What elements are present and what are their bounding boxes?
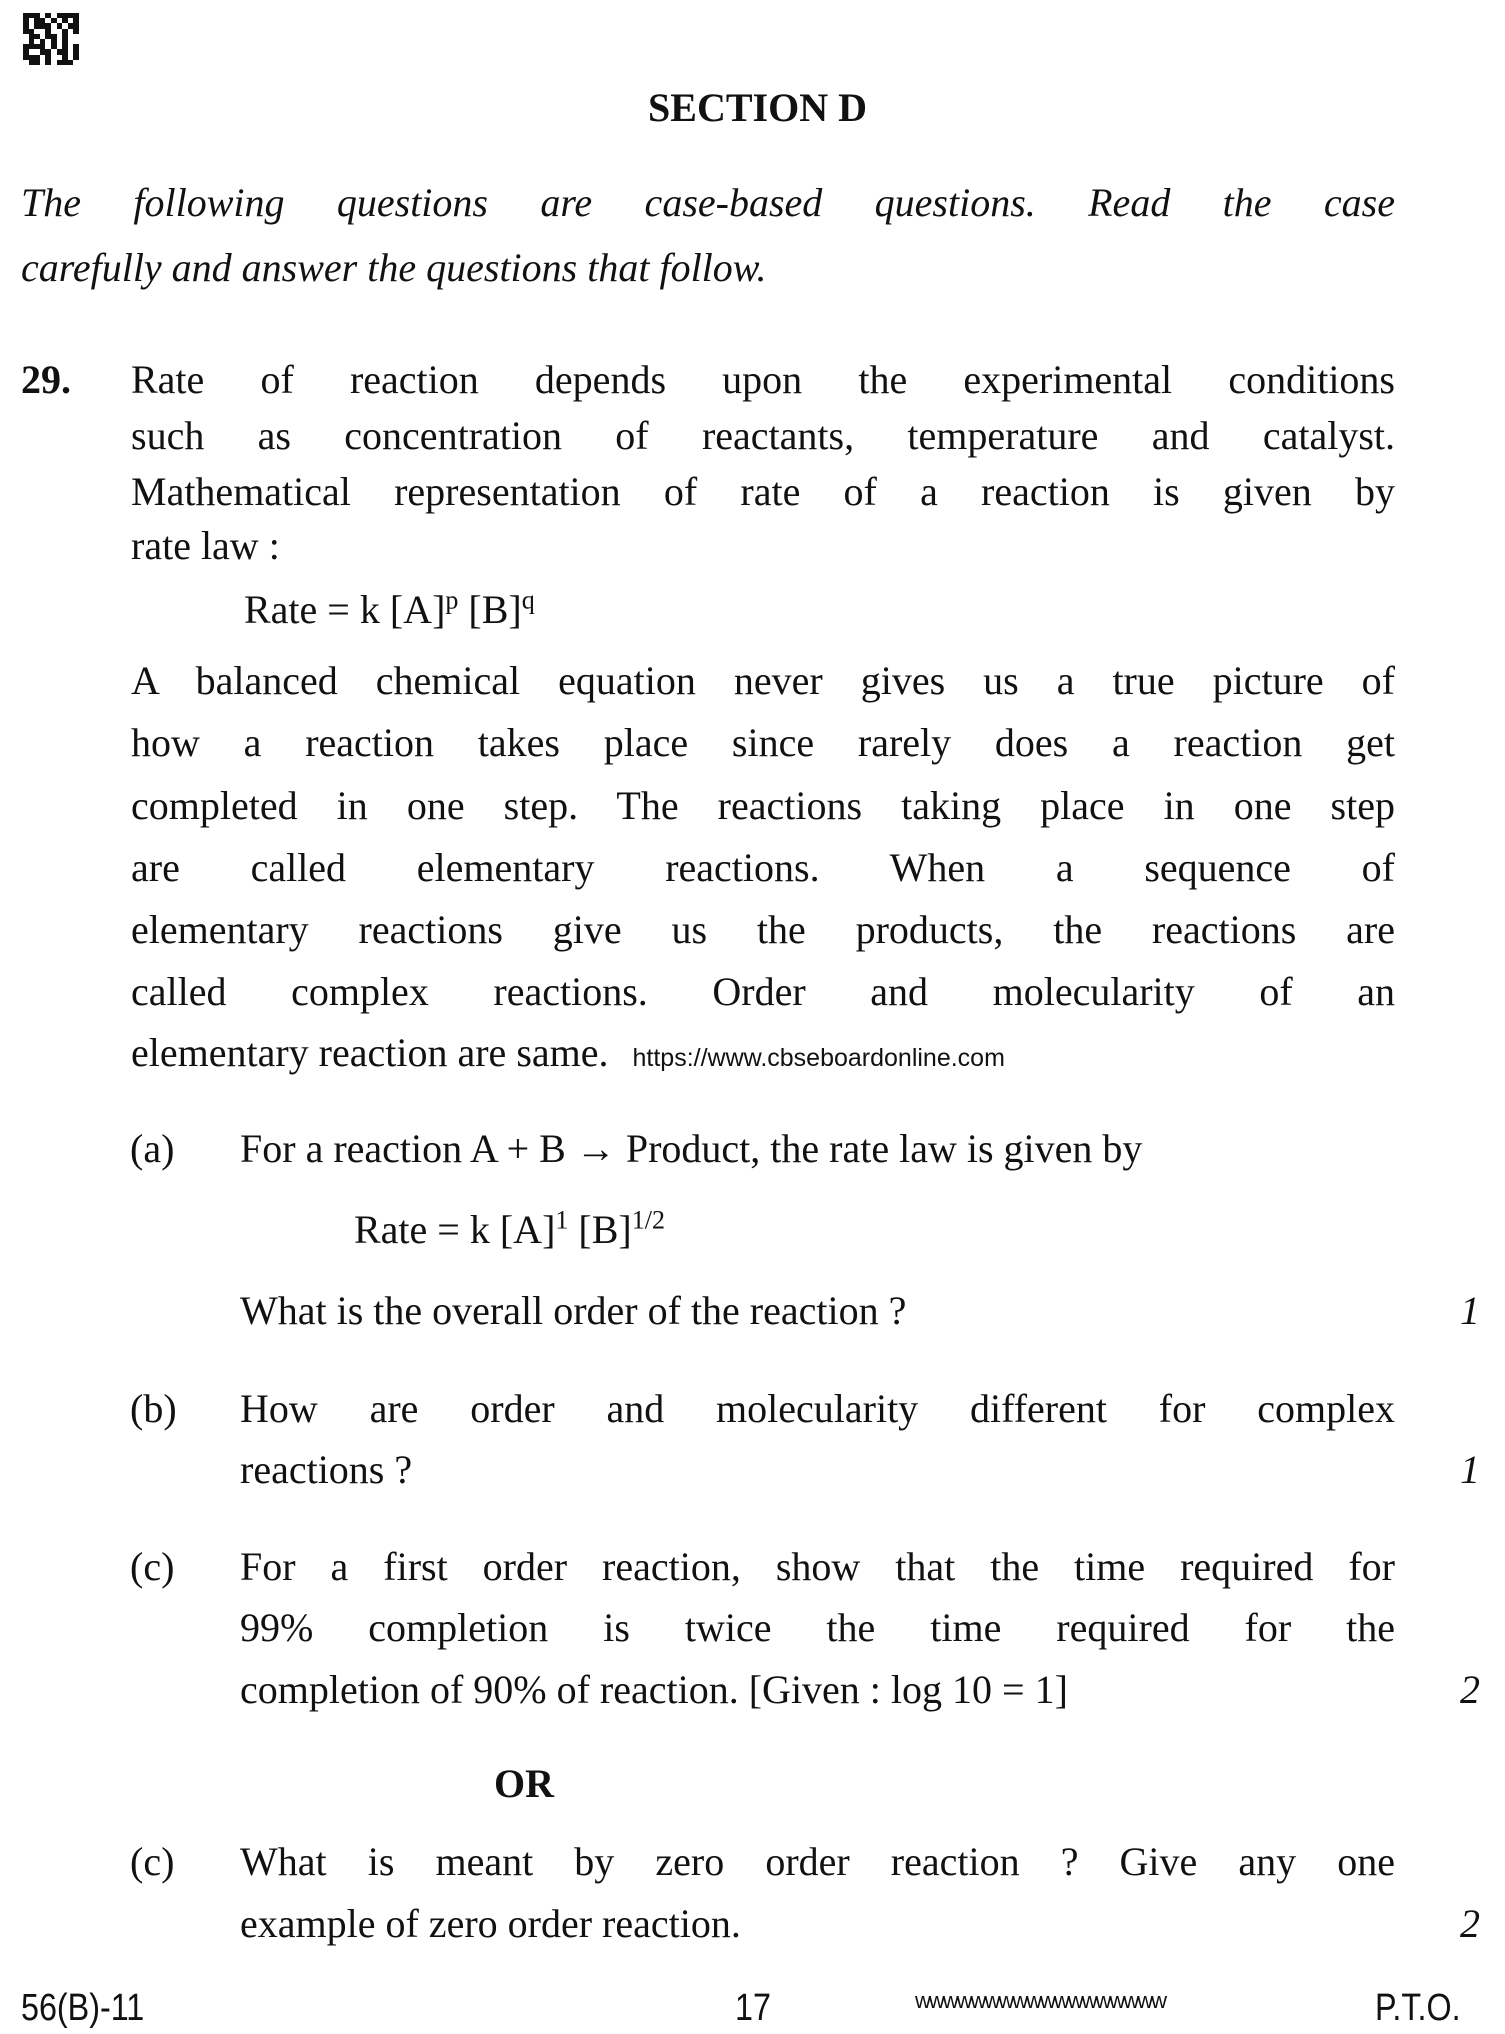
paragraph-line: are called elementary reactions. When a sequence of	[131, 845, 1395, 890]
watermark-url: https://www.cbseboardonline.com	[632, 1044, 1005, 1072]
or-divider: OR	[494, 1761, 554, 1806]
pto-label: P.T.O.	[1375, 1987, 1461, 2029]
part-c-text: completion of 90% of reaction. [Given : log 10 = 1]	[240, 1667, 1068, 1712]
part-b-text: How are order and molecularity different for complex	[240, 1386, 1395, 1431]
paragraph-line: elementary reactions give us the products, the reactions are	[131, 907, 1395, 952]
paragraph-line: called complex reactions. Order and molecularity of an	[131, 969, 1395, 1014]
marks: 2	[1460, 1901, 1480, 1946]
part-label: (c)	[130, 1839, 175, 1884]
marks: 1	[1460, 1447, 1480, 1492]
question-text-line: Mathematical representation of rate of a reaction is given by	[131, 469, 1395, 514]
intro-line: carefully and answer the questions that follow.	[21, 245, 767, 290]
part-label: (b)	[130, 1386, 177, 1431]
paragraph-line: elementary reaction are same. https://www.cbseboardonline.com	[131, 1030, 1005, 1075]
part-a-question: What is the overall order of the reaction ?	[240, 1288, 907, 1333]
paragraph-line: A balanced chemical equation never gives us a true picture of	[131, 658, 1395, 703]
question-text-line: Rate of reaction depends upon the experimental conditions	[131, 357, 1395, 402]
footer-squiggle: wwwwwwwwwwwwwwwwww	[915, 1988, 1165, 2013]
part-label: (a)	[130, 1126, 175, 1171]
section-title: SECTION D	[648, 85, 867, 130]
intro-line: The following questions are case-based questions. Read the case	[21, 180, 1395, 225]
question-number: 29.	[21, 357, 71, 402]
part-b-text: reactions ?	[240, 1447, 413, 1492]
qr-code-icon	[23, 13, 79, 65]
part-a-rate-equation: Rate = k $[A]^1$ $[B]^{1/2}$	[354, 1205, 665, 1252]
part-c-text: For a first order reaction, show that the time required for	[240, 1544, 1395, 1589]
question-text-line: such as concentration of reactants, temperature and catalyst.	[131, 413, 1395, 458]
paper-code: 56(B)-11	[21, 1987, 145, 2029]
part-c-alt-text: What is meant by zero order reaction ? Give any one	[240, 1839, 1395, 1884]
rate-law-equation: Rate = k $[A]^p$ $[B]^q$	[244, 585, 535, 632]
part-c-alt-text: example of zero order reaction.	[240, 1901, 741, 1946]
marks: 1	[1460, 1288, 1480, 1333]
paragraph-line: how a reaction takes place since rarely does a reaction get	[131, 720, 1395, 765]
question-text-line: rate law :	[131, 523, 280, 568]
marks: 2	[1460, 1667, 1480, 1712]
paragraph-line: completed in one step. The reactions taking place in one step	[131, 783, 1395, 828]
part-a-text: For a reaction A + B → Product, the rate law is given by	[240, 1126, 1143, 1171]
part-c-text: 99% completion is twice the time required for the	[240, 1605, 1395, 1650]
page-number: 17	[735, 1987, 771, 2029]
part-label: (c)	[130, 1544, 175, 1589]
